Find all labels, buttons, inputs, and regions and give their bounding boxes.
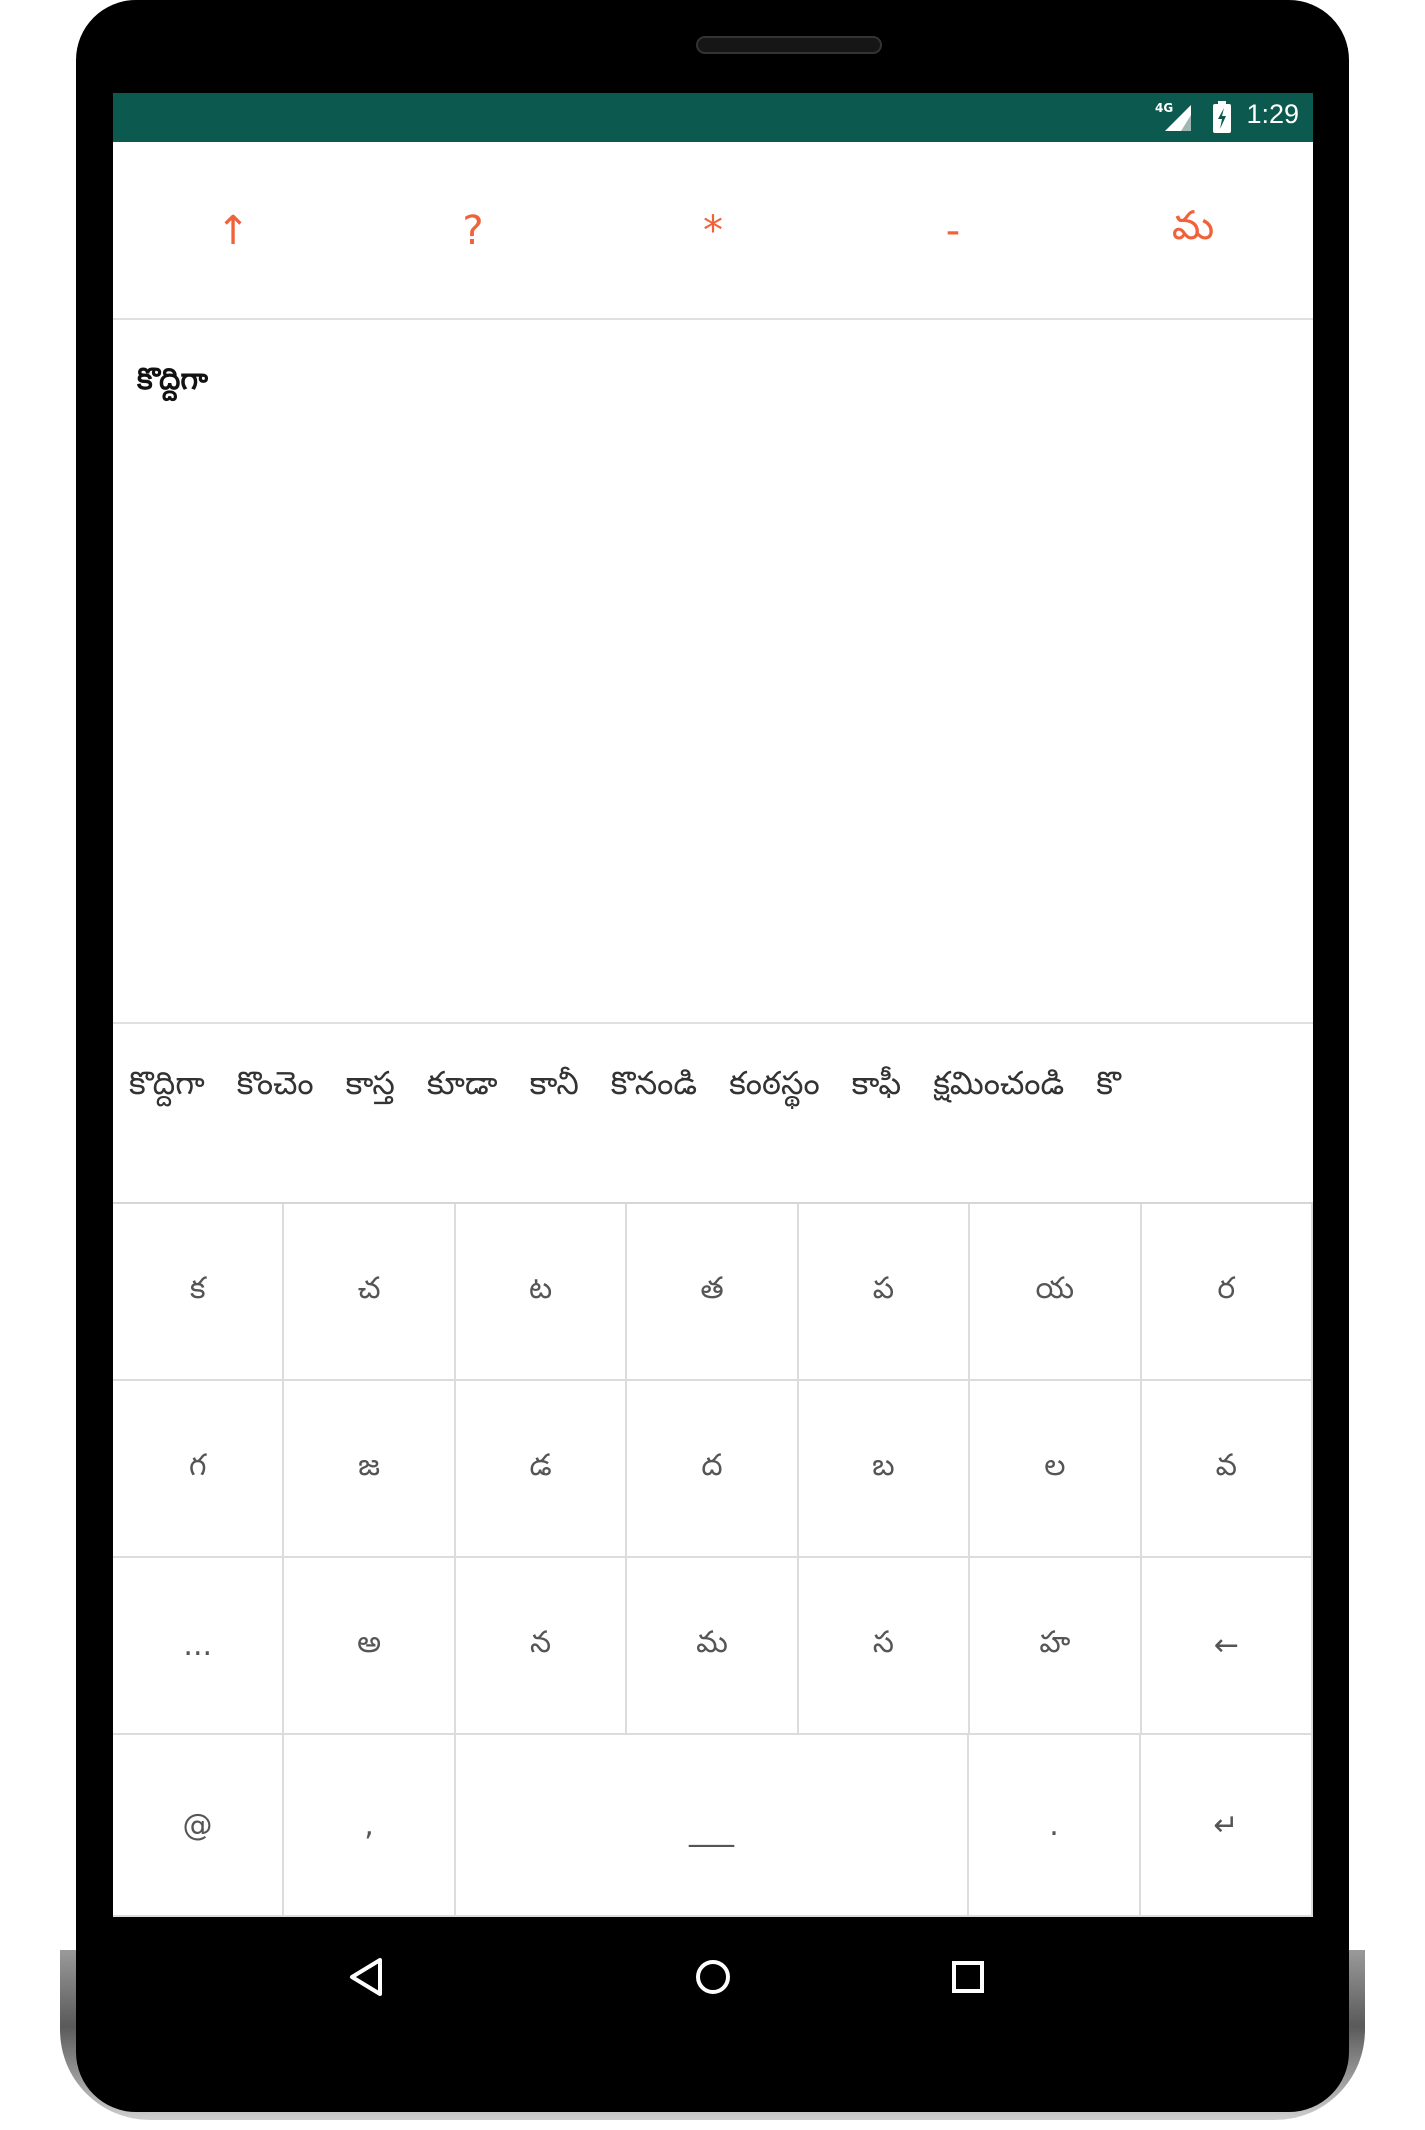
network-type: 4G [1155, 101, 1174, 115]
letter-key[interactable]: బ [799, 1381, 970, 1558]
letter-key[interactable]: త [627, 1204, 798, 1381]
shift-up-button[interactable]: ↑ [216, 208, 250, 254]
suggestion-item[interactable]: కాఫీ [851, 1064, 902, 1102]
suggestion-item[interactable]: కానీ [529, 1064, 579, 1102]
suggestion-item[interactable]: కంఠస్థం [729, 1064, 820, 1102]
enter-key[interactable]: ↵ [1141, 1735, 1313, 1917]
status-time: 1:29 [1246, 99, 1299, 129]
suggestion-item[interactable]: కాస్త [345, 1064, 395, 1102]
more-key[interactable]: ... [113, 1558, 284, 1735]
letter-key[interactable]: ప [799, 1204, 970, 1381]
at-key[interactable]: @ [113, 1735, 284, 1917]
top-toolbar [113, 142, 1313, 320]
letter-key[interactable]: జ [284, 1381, 455, 1558]
recents-icon[interactable] [938, 1947, 998, 2007]
suggestion-item[interactable]: కొ [1096, 1064, 1121, 1102]
letter-key[interactable]: అ [284, 1558, 455, 1735]
battery-icon [1213, 101, 1231, 133]
letter-key[interactable]: గ [113, 1381, 284, 1558]
letter-key[interactable]: క [113, 1204, 284, 1381]
letter-key[interactable]: చ [284, 1204, 455, 1381]
backspace-key[interactable]: ← [1142, 1558, 1313, 1735]
suggestion-item[interactable]: కొంచెం [236, 1064, 314, 1102]
letter-key[interactable]: న [456, 1558, 627, 1735]
editor-text: కొద్దిగా [137, 362, 208, 397]
asterisk-button[interactable]: * [703, 208, 723, 254]
suggestion-strip [113, 1024, 1313, 1204]
dash-button[interactable]: - [945, 208, 961, 254]
speaker-grille [696, 36, 882, 54]
question-button[interactable]: ? [462, 208, 484, 254]
screen [113, 93, 1313, 1917]
text-editor[interactable] [113, 320, 1313, 1024]
letter-key[interactable]: ర [1142, 1204, 1313, 1381]
suggestion-item[interactable]: కూడా [426, 1064, 498, 1102]
language-toggle-button[interactable]: మ [1171, 203, 1215, 249]
suggestion-item[interactable]: కొద్దిగా [129, 1064, 205, 1102]
signal-icon [1157, 101, 1193, 133]
letter-key[interactable]: య [970, 1204, 1141, 1381]
letter-key[interactable]: స [799, 1558, 970, 1735]
suggestion-item[interactable]: కొనండి [610, 1064, 698, 1102]
letter-key[interactable]: ల [970, 1381, 1141, 1558]
period-key[interactable]: . [969, 1735, 1141, 1917]
back-icon[interactable] [338, 1947, 398, 2007]
letter-key[interactable]: హ [970, 1558, 1141, 1735]
suggestion-item[interactable]: క్షమించండి [933, 1064, 1065, 1102]
letter-key[interactable]: మ [627, 1558, 798, 1735]
comma-key[interactable]: , [284, 1735, 456, 1917]
home-icon[interactable] [683, 1947, 743, 2007]
status-bar [113, 93, 1313, 142]
letter-key[interactable]: ట [456, 1204, 627, 1381]
letter-key[interactable]: ద [627, 1381, 798, 1558]
navigation-bar [113, 1917, 1313, 2037]
letter-key[interactable]: వ [1142, 1381, 1313, 1558]
letter-key[interactable]: డ [456, 1381, 627, 1558]
keyboard [113, 1204, 1313, 1917]
space-key[interactable]: ___ [456, 1735, 969, 1917]
